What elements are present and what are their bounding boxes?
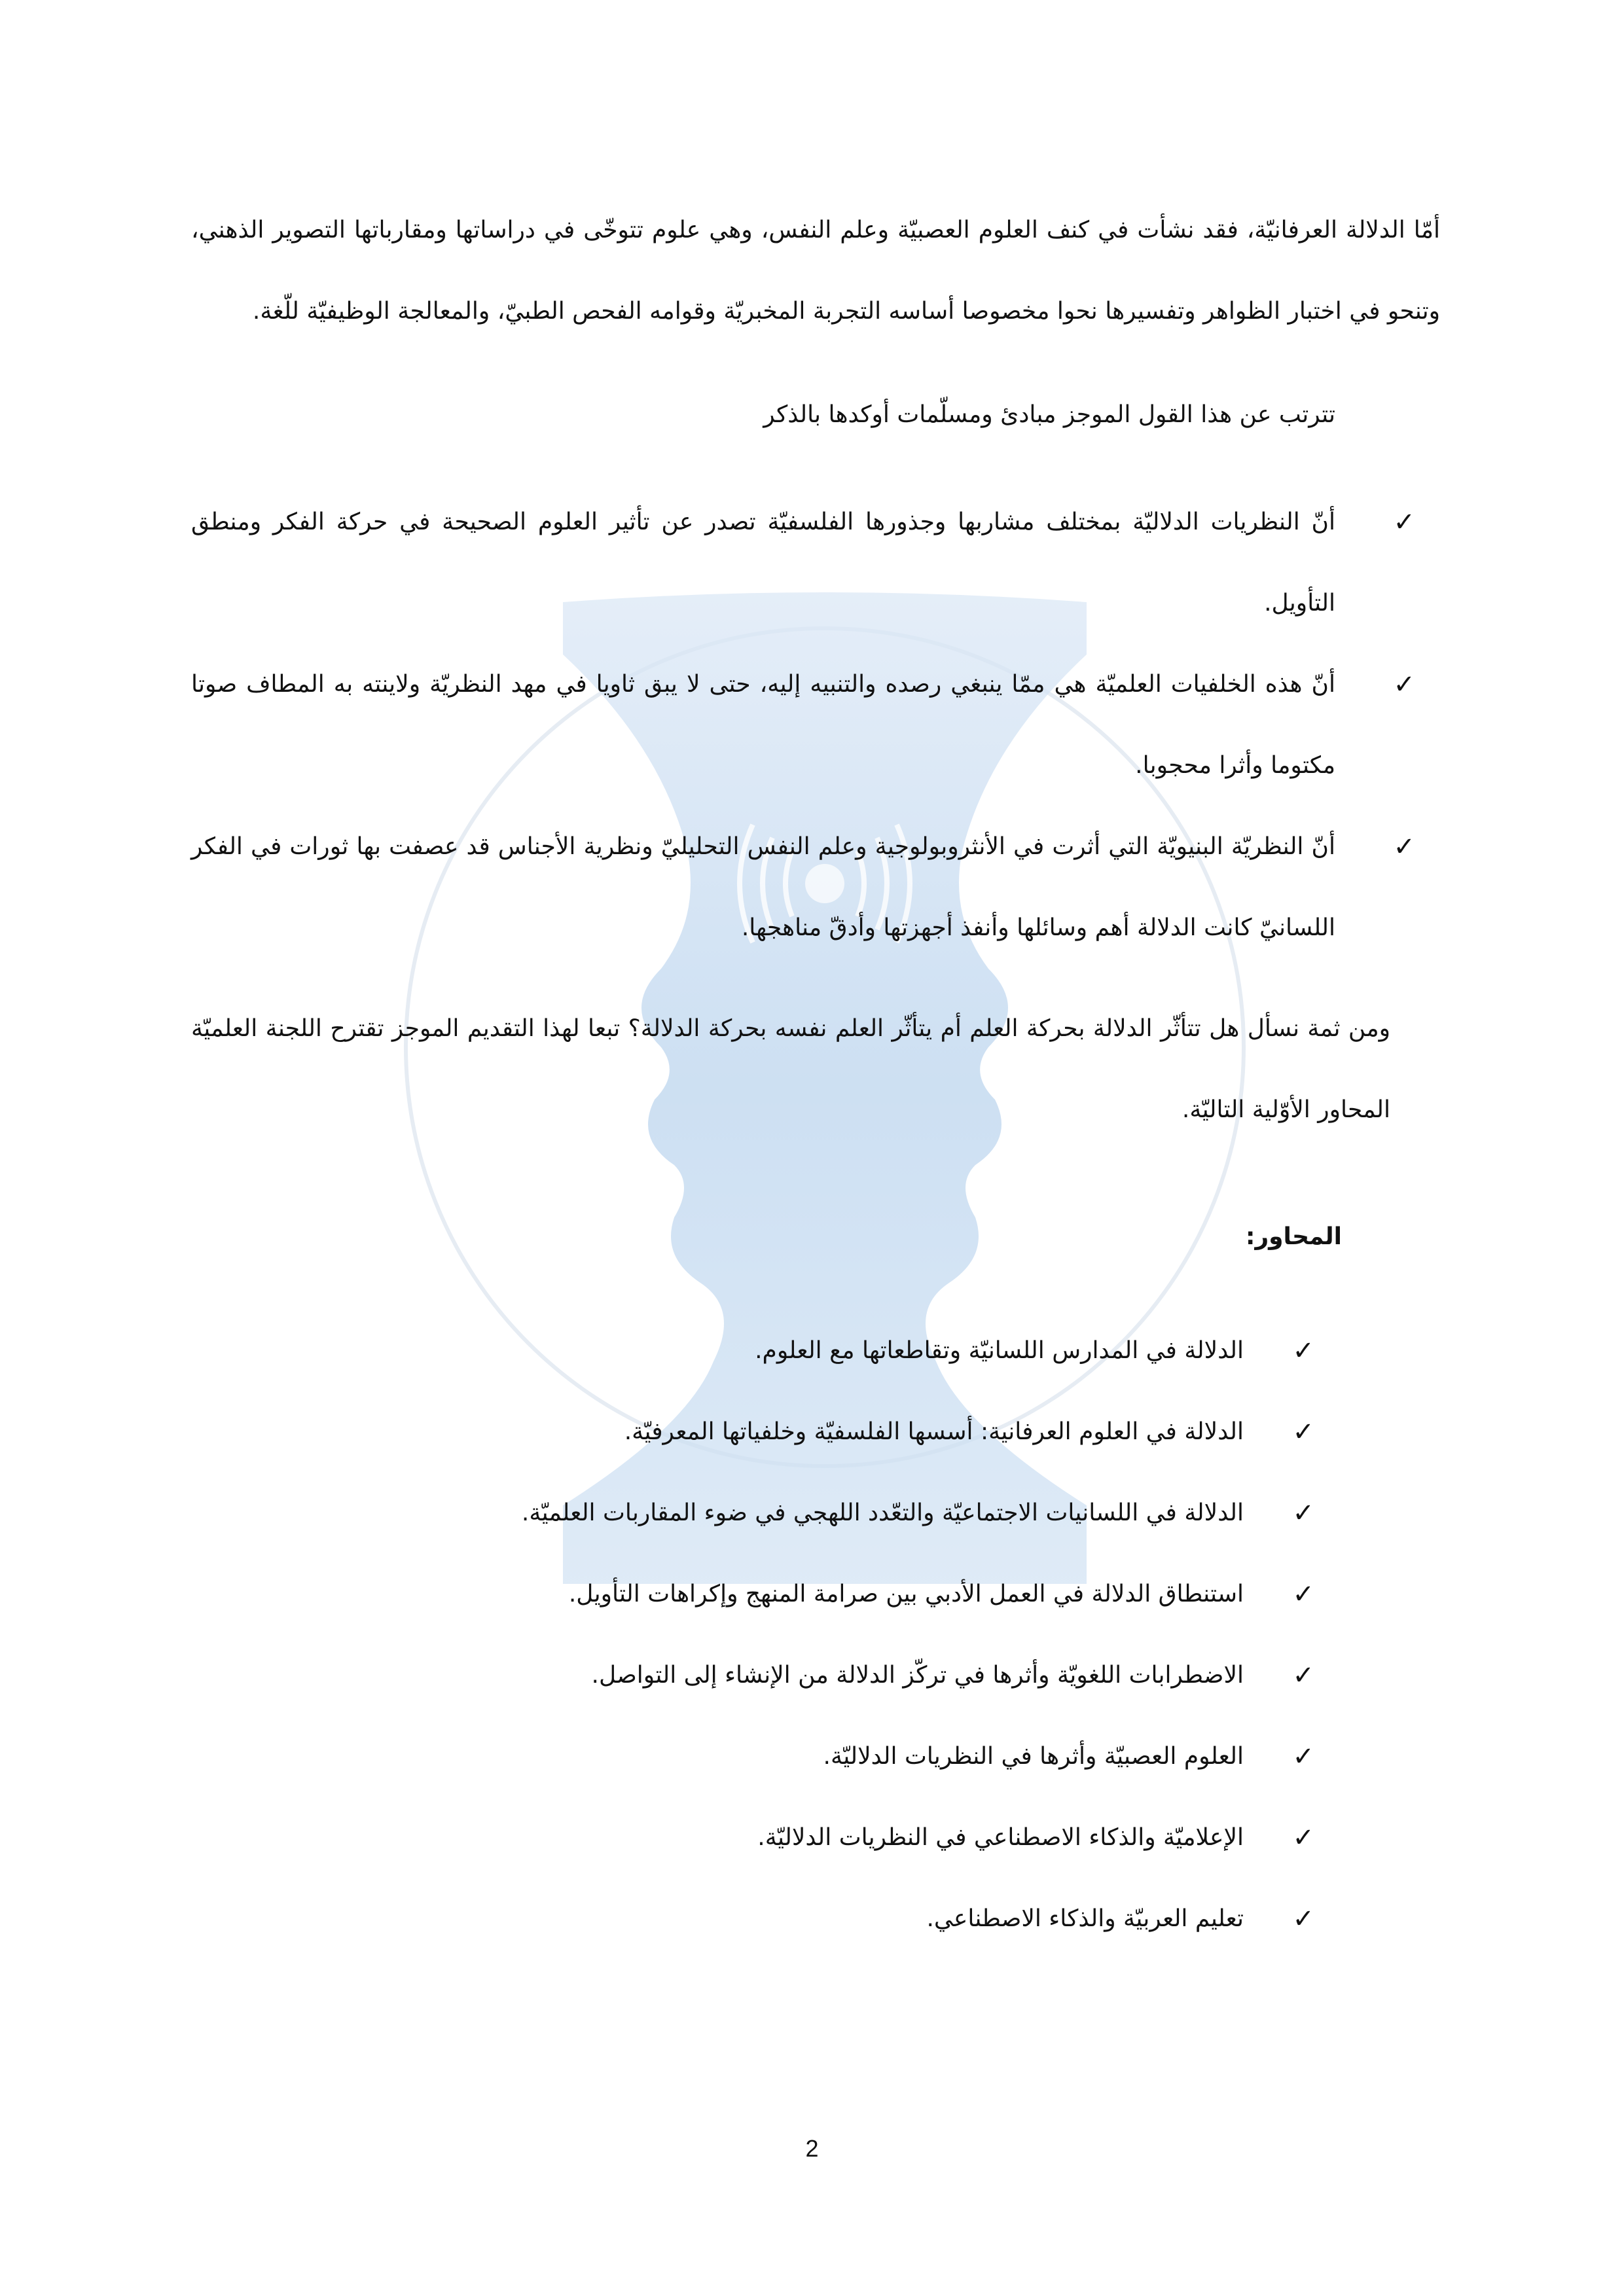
principles-list bbox=[191, 482, 1440, 969]
list-item bbox=[191, 1310, 1440, 1391]
principle-text: أنّ النظريّة البنيويّة التي أثرت في الأنثروبولوجية وعلم النفس التحليليّ ونظرية الأجناس قد عصفت بها ثورات في الفكر اللسانيّ كانت الدلالة أهم وسائلها وأنفذ أجهزتها وأدقّ مناهجها. bbox=[191, 833, 1335, 941]
axis-text: الدلالة في العلوم العرفانية: أسسها الفلسفيّة وخلفياتها المعرفيّة. bbox=[624, 1418, 1244, 1445]
list-item bbox=[191, 1554, 1440, 1635]
axis-text: الدلالة في اللسانيات الاجتماعيّة والتعّدد اللهجي في ضوء المقاربات العلميّة. bbox=[521, 1499, 1244, 1526]
page-number: 2 bbox=[805, 2135, 819, 2162]
axis-text: استنطاق الدلالة في العمل الأدبي بين صرامة المنهج وإكراهات التأويل. bbox=[568, 1581, 1244, 1607]
checkmark-icon: ✓ bbox=[1292, 1336, 1314, 1366]
checkmark-icon: ✓ bbox=[1393, 670, 1415, 700]
document-body bbox=[191, 190, 1440, 1960]
lead-sentence: تترتب عن هذا القول الموجز مبادئ ومسلّمات أوكدها بالذكر bbox=[763, 401, 1335, 428]
checkmark-icon: ✓ bbox=[1292, 1823, 1314, 1853]
checkmark-icon: ✓ bbox=[1292, 1417, 1314, 1447]
checkmark-icon: ✓ bbox=[1292, 1498, 1314, 1528]
principle-text: أنّ النظريات الدلاليّة بمختلف مشاربها وجذورها الفلسفيّة تصدر عن تأثير العلوم الصحيحة في حركة الفكر ومنطق التأويل. bbox=[191, 509, 1335, 617]
list-item bbox=[191, 1716, 1440, 1797]
axis-text: العلوم العصبيّة وأثرها في النظريات الدلاليّة. bbox=[823, 1743, 1244, 1770]
list-item bbox=[191, 482, 1440, 644]
list-item bbox=[191, 644, 1440, 806]
checkmark-icon: ✓ bbox=[1393, 507, 1415, 537]
axes-heading: المحاور: bbox=[1246, 1223, 1342, 1250]
principle-text: أنّ هذه الخلفيات العلميّة هي ممّا ينبغي رصده والتنبيه إليه، حتى لا يبق ثاويا في مهد النظريّة ولاينته به المطاف صوتا مكتوما وأثرا محجوبا. bbox=[191, 671, 1335, 779]
intro-paragraph: أمّا الدلالة العرفانيّة، فقد نشأت في كنف العلوم العصبيّة وعلم النفس، وهي علوم تتوخّى في دراساتها ومقارباتها التصوير الذهني، وتنحو في اختبار الظواهر وتفسيرها نحوا مخصوصا أساسه التجربة المخبريّة وقوامه الفحص الطبيّ، والمعالجة الوظيفيّة للّغة. bbox=[191, 217, 1440, 325]
axis-text: الاضطرابات اللغويّة وأثرها في تركّز الدلالة من الإنشاء إلى التواصل. bbox=[591, 1662, 1244, 1689]
list-item bbox=[191, 806, 1440, 969]
axis-text: الإعلاميّة والذكاء الاصطناعي في النظريات الدلاليّة. bbox=[757, 1824, 1244, 1851]
axis-text: تعليم العربيّة والذكاء الاصطناعي. bbox=[926, 1905, 1244, 1932]
list-item bbox=[191, 1878, 1440, 1960]
checkmark-icon: ✓ bbox=[1292, 1579, 1314, 1609]
checkmark-icon: ✓ bbox=[1292, 1904, 1314, 1934]
list-item bbox=[191, 1391, 1440, 1473]
checkmark-icon: ✓ bbox=[1292, 1660, 1314, 1691]
list-item bbox=[191, 1635, 1440, 1716]
list-item bbox=[191, 1473, 1440, 1554]
question-paragraph: ومن ثمة نسأل هل تتأثّر الدلالة بحركة العلم أم يتأثّر العلم نفسه بحركة الدلالة؟ تبعا لهذا التقديم الموجز تقترح اللجنة العلميّة المحاور الأوّلية التاليّة. bbox=[191, 1015, 1390, 1123]
checkmark-icon: ✓ bbox=[1393, 832, 1415, 862]
axes-list bbox=[191, 1310, 1440, 1960]
list-item bbox=[191, 1797, 1440, 1878]
axis-text: الدلالة في المدارس اللسانيّة وتقاطعاتها مع العلوم. bbox=[755, 1337, 1244, 1364]
checkmark-icon: ✓ bbox=[1292, 1742, 1314, 1772]
